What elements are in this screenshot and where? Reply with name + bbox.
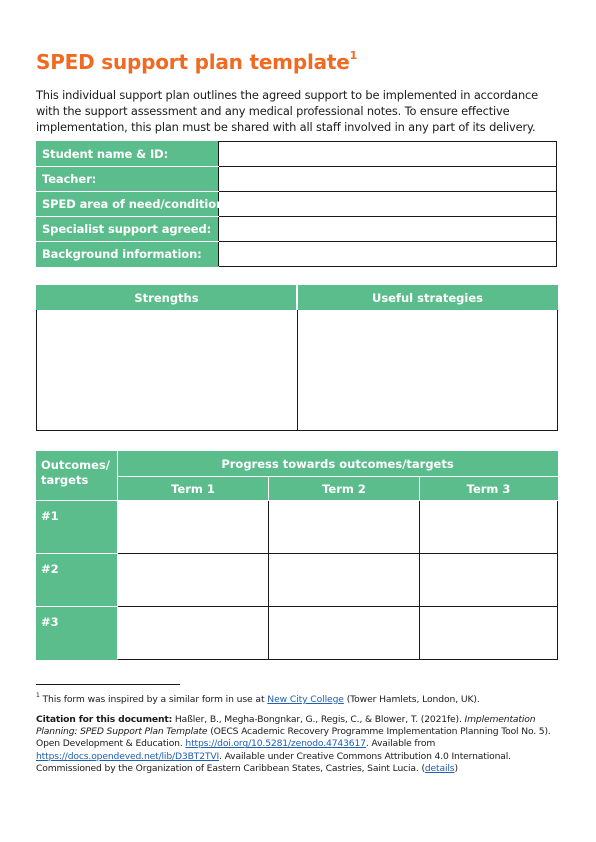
- strengths-header: Strengths: [37, 286, 298, 310]
- outcome-1-term-2-field[interactable]: [269, 501, 420, 554]
- citation-title: Implementation Planning: SPED Support Plan Template: [36, 714, 536, 738]
- student-name-field[interactable]: [219, 142, 557, 167]
- info-label: Student name & ID:: [37, 142, 219, 167]
- citation-series: (OECS Academic Recovery Programme Implementation Planning Tool No. 5). Open Development & Education.: [36, 726, 551, 750]
- footnote-mark: 1: [36, 692, 40, 699]
- outcome-label: #3: [37, 607, 118, 660]
- outcome-label: #2: [37, 554, 118, 607]
- outcomes-table: [36, 451, 558, 660]
- sped-area-field[interactable]: [219, 192, 557, 217]
- info-row: [37, 217, 557, 242]
- info-row: [37, 192, 557, 217]
- footnote: [36, 691, 566, 706]
- teacher-field[interactable]: [219, 167, 557, 192]
- outcomes-targets-header: Outcomes/ targets: [37, 452, 118, 501]
- outcome-row: [37, 607, 558, 660]
- footnote-text-end: (Tower Hamlets, London, UK).: [343, 694, 480, 706]
- info-row: [37, 142, 557, 167]
- details-link[interactable]: details: [424, 762, 455, 774]
- progress-header: Progress towards outcomes/targets: [118, 452, 558, 477]
- citation-label: Citation for this document:: [36, 714, 173, 725]
- docs-url-link[interactable]: https://docs.opendeved.net/lib/D3BT2TVI: [36, 750, 220, 762]
- outcome-2-term-1-field[interactable]: [118, 554, 269, 607]
- outcome-2-term-2-field[interactable]: [269, 554, 420, 607]
- citation: [36, 714, 566, 775]
- outcome-1-term-1-field[interactable]: [118, 501, 269, 554]
- info-label: Teacher:: [37, 167, 219, 192]
- outcome-3-term-3-field[interactable]: [420, 607, 558, 660]
- strengths-table: [36, 285, 558, 431]
- outcome-1-term-3-field[interactable]: [420, 501, 558, 554]
- outcome-row: [37, 501, 558, 554]
- intro-paragraph: This individual support plan outlines the agreed support to be implemented in accordance with the support assessment and any medical professional notes. To ensure effective implementation, this plan must be shared with all staff involved in any part of its delivery.: [36, 88, 538, 134]
- term-1-header: Term 1: [118, 477, 269, 501]
- outcome-label: #1: [37, 501, 118, 554]
- outcome-row: [37, 554, 558, 607]
- outcome-3-term-1-field[interactable]: [118, 607, 269, 660]
- student-info-table: [36, 141, 557, 267]
- citation-close: ): [454, 762, 458, 774]
- specialist-support-field[interactable]: [219, 217, 557, 242]
- footnote-divider: [36, 684, 180, 685]
- doi-link[interactable]: https://doi.org/10.5281/zenodo.4743617: [185, 738, 366, 750]
- background-info-field[interactable]: [219, 242, 557, 267]
- new-city-college-link[interactable]: New City College: [267, 694, 344, 706]
- info-row: [37, 242, 557, 267]
- outcome-3-term-2-field[interactable]: [269, 607, 420, 660]
- footnote-text: This form was inspired by a similar form in use at: [39, 694, 268, 706]
- useful-strategies-header: Useful strategies: [297, 286, 558, 310]
- page-title: [36, 50, 357, 74]
- outcome-2-term-3-field[interactable]: [420, 554, 558, 607]
- term-3-header: Term 3: [420, 477, 558, 501]
- info-label: Specialist support agreed:: [37, 217, 219, 242]
- citation-license: . Available under Creative Commons Attribution 4.0 International. Commissioned by the Organization of Eastern Caribbean States, Castries, Saint Lucia. (: [36, 750, 511, 774]
- footnote-reference[interactable]: 1: [349, 49, 358, 63]
- strengths-field[interactable]: [37, 310, 298, 431]
- useful-strategies-field[interactable]: [297, 310, 558, 431]
- citation-authors: Haßler, B., Megha-Bongnkar, G., Regis, C., & Blower, T. (2021fe).: [172, 714, 465, 725]
- page-title-text: SPED support plan template: [36, 50, 350, 74]
- term-2-header: Term 2: [269, 477, 420, 501]
- info-row: [37, 167, 557, 192]
- info-label: Background information:: [37, 242, 219, 267]
- info-label: SPED area of need/condition:: [37, 192, 219, 217]
- citation-available-from: . Available from: [365, 738, 436, 750]
